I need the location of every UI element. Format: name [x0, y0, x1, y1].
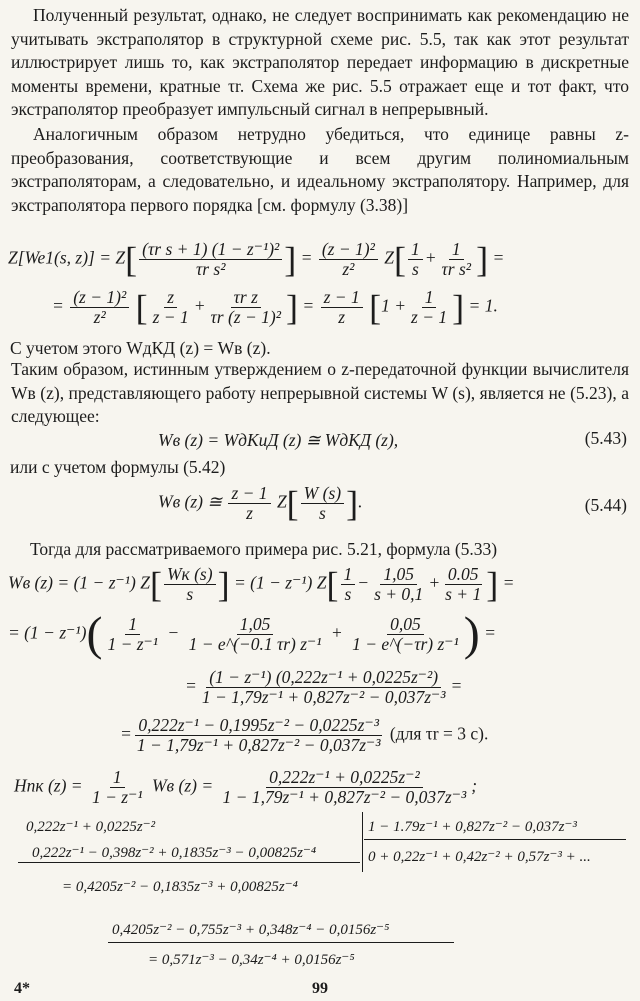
page-number: 99 — [312, 980, 328, 997]
fraction: $\frac{W (s)}{s}$ — [301, 484, 344, 523]
equation-5-44: Wв (z) ≅ $\frac{z - 1}{z}$ Z[ $\frac{W (s)}{s}$ ]. — [158, 483, 363, 524]
paragraph-2: Аналогичным образом нетрудно убедиться, что единице равны z-преобразования, соответствующие и всем другим полиномиальным экстраполяторам, а следовательно, и идеальному экстраполятору. Например, для экстраполятора первого порядка [см. формулу (3.38)] — [11, 124, 629, 215]
signature-mark: 4* — [14, 980, 30, 997]
division-subtrahend-2: 0,4205z⁻² − 0,755z⁻³ + 0,348z⁻⁴ − 0,0156z⁻⁵ — [112, 922, 390, 938]
fraction: $\frac{1}{s}$ — [341, 565, 356, 604]
equation-b: = (1 − z⁻¹)( $\frac{1}{\text{1 − z⁻¹}}$ − $\frac{1,05}{\text{1 − e\textasciicircum{}(−0.1 τr) z⁻¹}}$ + $\frac{0,05}{\text{1 − e\textasciicircum{}(−τr) z⁻¹}}$ ) = — [8, 607, 496, 661]
equation-1: Z[We1(s, z)] = Z[ $\frac{\text{(τr s + 1) (1 − z⁻¹)²}}{\text{τr s²}}$ ] = $\frac{\text{(z − 1)²}}{\text{z²}}$ Z[ $\frac{1}{s}$ + $\frac{1}{\text{τr s²}}$ ] = — [8, 239, 505, 280]
division-remainder-2: = 0,571z⁻³ − 0,34z⁻⁴ + 0,0156z⁻⁵ — [148, 952, 355, 968]
text-line: Тогда для рассматриваемого примера рис. 5.21, формула (5.33) — [30, 539, 498, 559]
paragraph-1: Полученный результат, однако, не следует воспринимать как рекомендацию не учитывать экстраполятор в структурной схеме рис. 5.5, так как этот результат иллюстрирует лишь то, как экстраполятор передает информацию в дискретные моменты времени, кратные τr. Схема же рис. 5.5 отражает еще и тот факт, что экстраполятор преобразует импульсный сигнал в непрерывный. — [11, 5, 629, 120]
equation-c: = $\frac{\text{(1 − z⁻¹) (0,222z⁻¹ + 0,0225z⁻²)}}{\text{1 − 1,79z⁻¹ + 0,827z⁻² − 0,037z⁻³}}$ = — [185, 667, 463, 707]
fraction: $\frac{\text{τr z}}{\text{τr (z − 1)²}}$ — [210, 287, 282, 327]
division-subtrahend-1: 0,222z⁻¹ − 0,398z⁻² + 0,1835z⁻³ − 0,00825z⁻⁴ — [32, 845, 317, 861]
equation-5-43: Wв (z) = WдКиД (z) ≅ WдКД (z), — [158, 430, 399, 450]
fraction: $\frac{\text{(1 − z⁻¹) (0,222z⁻¹ + 0,0225z⁻²)}}{\text{1 − 1,79z⁻¹ + 0,827z⁻² − 0,037z⁻³}}$ — [201, 667, 446, 707]
division-divisor: 1 − 1.79z⁻¹ + 0,827z⁻² − 0,037z⁻³ — [368, 819, 577, 835]
fraction: $\frac{\text{0,222z⁻¹ − 0,1995z⁻² − 0,0225z⁻³}}{\text{1 − 1,79z⁻¹ + 0,827z⁻² − 0,037z⁻³}}$ — [136, 715, 381, 755]
equation-number: (5.44) — [584, 495, 627, 515]
fraction: $\frac{1}{\text{1 − z⁻¹}}$ — [91, 767, 143, 807]
fraction: $\frac{z - 1}{z}$ — [321, 288, 363, 327]
fraction: $\frac{0.05}{s + 1}$ — [445, 564, 482, 604]
fraction: $\frac{1}{\text{τr s²}}$ — [441, 239, 472, 279]
fraction: $\frac{z - 1}{z}$ — [228, 484, 270, 523]
equation-e: Hпк (z) = $\frac{1}{\text{1 − z⁻¹}}$ Wв (z) = $\frac{\text{0,222z⁻¹ + 0,0225z⁻²}}{\text{1 − 1,79z⁻¹ + 0,827z⁻² − 0,037z⁻³}}$ ; — [14, 767, 478, 807]
fraction: $\frac{1}{s}$ — [408, 240, 423, 279]
fraction: $\frac{1,05}{\text{1 − e\textasciicircum{}(−0.1 τr) z⁻¹}}$ — [188, 614, 322, 654]
division-bar — [362, 812, 363, 872]
division-quotient: 0 + 0,22z⁻¹ + 0,42z⁻² + 0,57z⁻³ + ... — [368, 849, 591, 865]
fraction: $\frac{1,05}{s + 0,1}$ — [374, 564, 424, 604]
equation-number: (5.43) — [584, 428, 627, 448]
text-line: С учетом этого WдКД (z) = Wв (z). — [10, 338, 271, 358]
fraction: $\frac{\text{(z − 1)²}}{\text{z²}}$ — [319, 240, 378, 279]
fraction: $\frac{1}{z - 1}$ — [411, 287, 448, 327]
division-remainder-1: = 0,4205z⁻² − 0,1835z⁻³ + 0,00825z⁻⁴ — [62, 879, 298, 895]
division-rule — [18, 862, 360, 863]
equation-a: Wв (z) = (1 − z⁻¹) Z[ $\frac{Wк (s)}{s}$ ] = (1 − z⁻¹) Z[ $\frac{1}{s}$ − $\frac{1,05}{s + 0,1}$ + $\frac{0.05}{s + 1}$ ] = — [8, 564, 515, 605]
text-line: или с учетом формулы (5.42) — [10, 457, 226, 477]
fraction: $\frac{1}{\text{1 − z⁻¹}}$ — [107, 614, 159, 654]
division-dividend: 0,222z⁻¹ + 0,0225z⁻² — [26, 819, 156, 835]
fraction: $\frac{0,05}{\text{1 − e\textasciicircum{}(−τr) z⁻¹}}$ — [352, 614, 459, 654]
division-rule — [108, 942, 454, 943]
fraction: $\frac{z}{z - 1}$ — [152, 287, 189, 327]
paragraph-3: Таким образом, истинным утверждением о z-передаточной функции вычислителя Wв (z), представляющего работу непрерывной системы W (s), является не (5.23), а следующее: — [11, 359, 629, 427]
equation-d: = $\frac{\text{0,222z⁻¹ − 0,1995z⁻² − 0,0225z⁻³}}{\text{1 − 1,79z⁻¹ + 0,827z⁻² − 0,037z⁻³}}$ (для τr = 3 с). — [120, 715, 489, 755]
fraction: $\frac{\text{(τr s + 1) (1 − z⁻¹)²}}{\text{τr s²}}$ — [139, 240, 282, 279]
fraction: $\frac{\text{(z − 1)²}}{\text{z²}}$ — [70, 288, 129, 327]
equation-2: = $\frac{\text{(z − 1)²}}{\text{z²}}$ [ $\frac{z}{z - 1}$ + $\frac{\text{τr z}}{\text{τr (z − 1)²}}$ ] = $\frac{z - 1}{z}$ [1 + $\frac{1}{z - 1}$ ] = 1. — [52, 287, 498, 328]
division-rule — [364, 839, 626, 840]
fraction: $\frac{\text{0,222z⁻¹ + 0,0225z⁻²}}{\text{1 − 1,79z⁻¹ + 0,827z⁻² − 0,037z⁻³}}$ — [222, 767, 467, 807]
fraction: $\frac{Wк (s)}{s}$ — [164, 565, 216, 604]
